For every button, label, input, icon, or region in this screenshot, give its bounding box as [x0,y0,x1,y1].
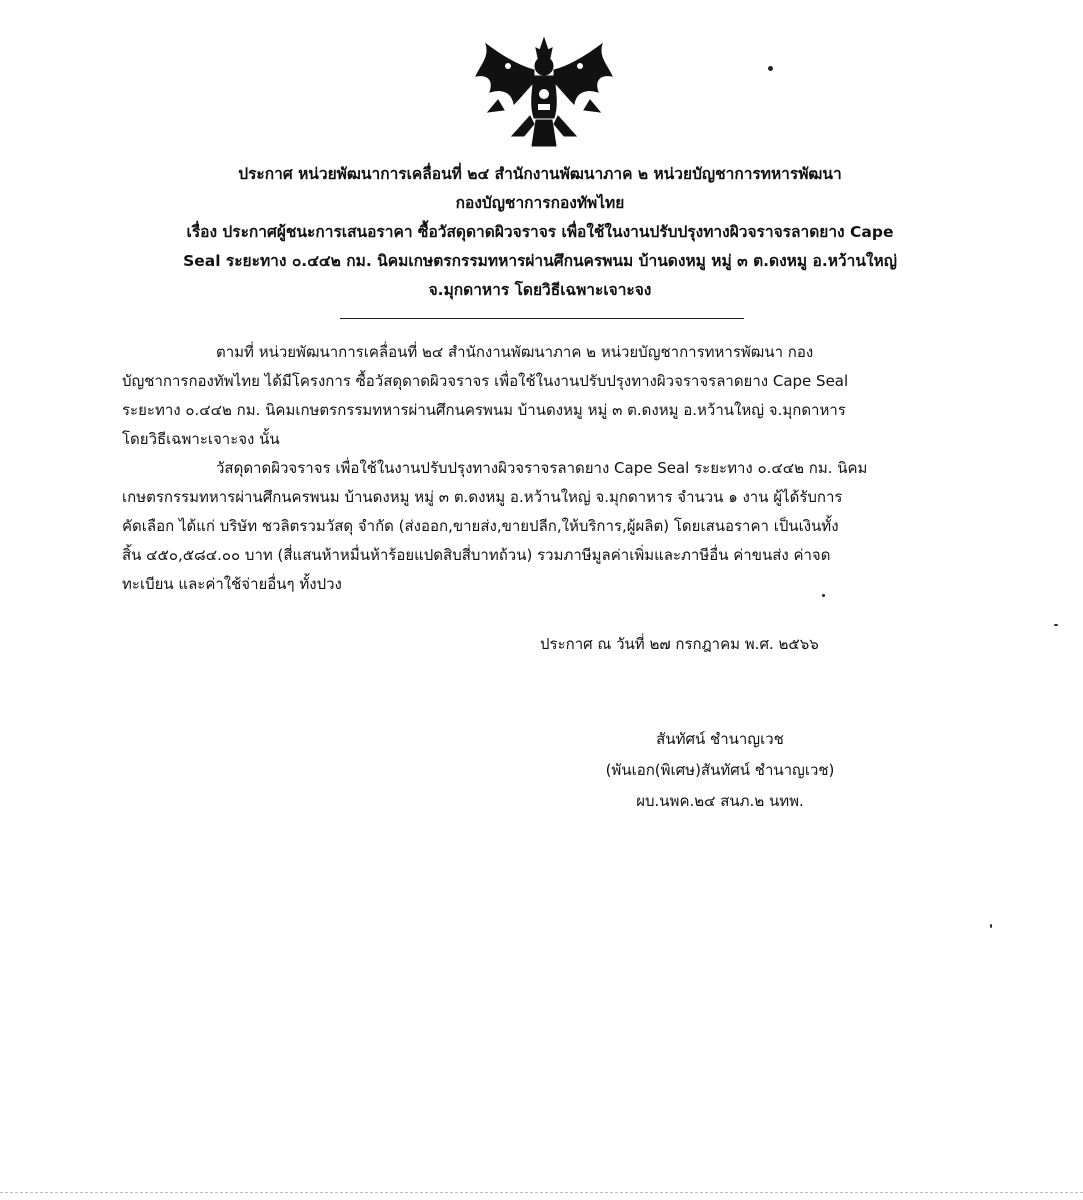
announcement-header [100,160,980,305]
header-divider [340,318,744,319]
scan-edge [0,1192,1083,1193]
paragraph-line: คัดเลือก ได้แก่ บริษัท ชวลิตรวมวัสดุ จำกัด (ส่งออก,ขายส่ง,ขายปลีก,ให้บริการ,ผู้ผลิต) โดยเสนอราคา เป็นเงินทั้ง [122,517,839,535]
announcement-date: ประกาศ ณ วันที่ ๒๗ กรกฎาคม พ.ศ. ๒๕๖๖ [540,635,819,653]
paragraph-line: ทะเบียน และค่าใช้จ่ายอื่นๆ ทั้งปวง [122,575,342,593]
paragraph-line: โดยวิธีเฉพาะเจาะจง นั้น [122,430,280,448]
scan-speck [1054,624,1058,626]
paragraph-line: ระยะทาง ๐.๔๔๒ กม. นิคมเกษตรกรรมทหารผ่านศึกนครพนม บ้านดงหมู หมู่ ๓ ต.ดงหมู อ.หว้านใหญ่ จ.มุกดาหาร [122,401,846,419]
paragraph-2 [122,454,952,599]
header-line-1: ประกาศ หน่วยพัฒนาการเคลื่อนที่ ๒๔ สำนักงานพัฒนาภาค ๒ หน่วยบัญชาการทหารพัฒนา [238,165,842,183]
paragraph-line: บัญชาการกองทัพไทย ได้มีโครงการ ซื้อวัสดุดาดผิวจราจร เพื่อใช้ในงานปรับปรุงทางผิวจราจรลาดยาง Cape Seal [122,372,849,390]
paragraph-line: ตามที่ หน่วยพัฒนาการเคลื่อนที่ ๒๔ สำนักงานพัฒนาภาค ๒ หน่วยบัญชาการทหารพัฒนา กอง [216,343,814,361]
garuda-emblem-icon [468,36,620,148]
paragraph-line: วัสดุดาดผิวจราจร เพื่อใช้ในงานปรับปรุงทางผิวจราจรลาดยาง Cape Seal ระยะทาง ๐.๔๔๒ กม. นิคม [216,459,868,477]
header-subject-line-3: จ.มุกดาหาร โดยวิธีเฉพาะเจาะจง [428,281,652,299]
scan-speck [990,924,992,928]
announcement-body [122,338,952,599]
paragraph-line: สิ้น ๔๕๐,๕๘๔.๐๐ บาท (สี่แสนห้าหมื่นห้าร้อยแปดสิบสี่บาทถ้วน) รวมภาษีมูลค่าเพิ่มและภาษีอื่น ค่าขนส่ง ค่าจด [122,546,831,564]
header-line-2: กองบัญชาการกองทัพไทย [455,194,625,212]
paragraph-line: เกษตรกรรมทหารผ่านศึกนครพนม บ้านดงหมู หมู่ ๓ ต.ดงหมู อ.หว้านใหญ่ จ.มุกดาหาร จำนวน ๑ งาน ผู้ได้รับการ [122,488,843,506]
scan-speck [822,594,825,597]
scan-speck [768,66,773,71]
signature-full-name: (พันเอก(พิเศษ)สันทัศน์ ชำนาญเวช) [605,761,835,779]
header-subject-line-2: Seal ระยะทาง ๐.๔๔๒ กม. นิคมเกษตรกรรมทหารผ่านศึกนครพนม บ้านดงหมู หมู่ ๓ ต.ดงหมู อ.หว้านใหญ่ [183,252,897,270]
signature-position: ผบ.นพค.๒๔ สนภ.๒ นทพ. [636,792,804,810]
signature-name: สันทัศน์ ชำนาญเวช [656,730,784,748]
header-subject-line-1: เรื่อง ประกาศผู้ชนะการเสนอราคา ซื้อวัสดุดาดผิวจราจร เพื่อใช้ในงานปรับปรุงทางผิวจราจรลาดยาง Cape [186,223,894,241]
signature-block [560,724,880,817]
paragraph-1 [122,338,952,454]
